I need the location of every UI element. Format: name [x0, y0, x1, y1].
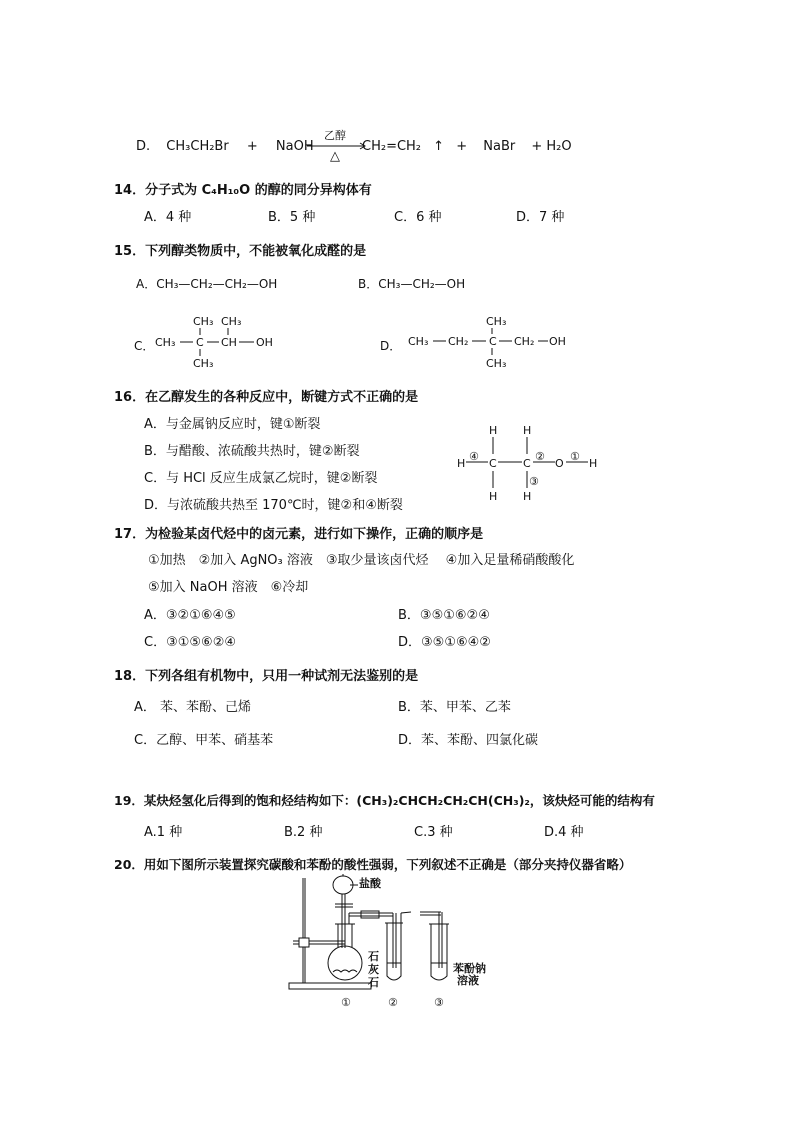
q13-condition-bottom: △ [330, 149, 340, 164]
ch3-top-2: CH₃ [221, 315, 242, 328]
gas-arrow-icon: ↑ [433, 139, 445, 154]
h-right: H [589, 457, 598, 470]
q15-option-c-structure [155, 312, 295, 372]
q16-stem: 16．在乙醇发生的各种反应中，断键方式不正确的是 [114, 390, 419, 405]
q13-option-d [136, 139, 314, 155]
phenoxide-label-2: 溶液 [457, 974, 479, 987]
q14-stem: 14．分子式为 C₄H₁₀O 的醇的同分异构体有 [114, 183, 372, 198]
apparatus-2-label: ② [388, 996, 398, 1009]
c2: C [523, 457, 531, 470]
q20-stem: 20．用如下图所示装置探究碳酸和苯酚的酸性强弱，下列叙述不正确是（部分夹持仪器省略） [114, 857, 632, 872]
q17-option-b: B．③⑤①⑥②④ [398, 608, 490, 623]
h-top-2: H [523, 424, 532, 437]
q15-option-a: A．CH₃—CH₂—CH₂—OH [136, 277, 278, 291]
q18-option-b: B．苯、甲苯、乙苯 [398, 700, 511, 715]
q17-steps-line-1: ①加热 ②加入 AgNO₃ 溶液 ③取少量该卤代烃 ④加入足量稀硝酸酸化 [148, 553, 575, 568]
reaction-arrow-icon [307, 144, 367, 148]
q15-option-b: B．CH₃—CH₂—OH [358, 277, 466, 291]
q16-option-d: D．与浓硫酸共热至 170℃时，键②和④断裂 [144, 498, 403, 513]
bond-4-label: ④ [469, 450, 479, 463]
q19-option-b: B.2 种 [284, 825, 323, 840]
bond-1-label: ① [570, 450, 580, 463]
q13-product-2: NaBr [483, 139, 516, 154]
q13-reactant-1: CH₃CH₂Br [166, 139, 229, 154]
phenoxide-label-1: 苯酚钠 [453, 962, 486, 975]
q13-product-3: + H₂O [531, 139, 572, 154]
q19-stem: 19．某炔烃氢化后得到的饱和烃结构如下：(CH₃)₂CHCH₂CH₂CH(CH₃)₂，该炔烃可能的结构有 [114, 793, 655, 808]
q17-option-d: D．③⑤①⑥④② [398, 635, 491, 650]
q14-option-a: A．4 种 [144, 210, 192, 225]
q18-option-a: A． 苯、苯酚、己烯 [134, 700, 252, 715]
q15-option-d-structure [408, 313, 588, 373]
q20-apparatus-diagram [275, 868, 515, 1013]
q18-option-d: D．苯、苯酚、四氯化碳 [398, 733, 539, 748]
limestone-label-1: 石 [368, 950, 379, 963]
ch-group: CH [221, 336, 237, 349]
q13-products [362, 139, 572, 155]
o-atom: O [555, 457, 564, 470]
ch3-top: CH₃ [486, 315, 507, 328]
q14-option-c: C．6 种 [394, 210, 442, 225]
apparatus-1-label: ① [341, 996, 351, 1009]
q19-option-d: D.4 种 [544, 825, 584, 840]
q15-stem: 15．下列醇类物质中，不能被氧化成醛的是 [114, 244, 367, 259]
c1: C [489, 457, 497, 470]
q17-steps-line-2: ⑤加入 NaOH 溶液 ⑥冷却 [148, 580, 309, 595]
ch3-bottom: CH₃ [486, 357, 507, 370]
h-left: H [457, 457, 466, 470]
q18-stem: 18．下列各组有机物中，只用一种试剂无法鉴别的是 [114, 669, 419, 684]
q16-option-a: A．与金属钠反应时，键①断裂 [144, 417, 321, 432]
q15-option-c-letter: C． [134, 339, 155, 353]
q15-option-d-letter: D． [380, 339, 402, 353]
q13-plus: + [246, 139, 258, 154]
c-center: C [489, 335, 497, 348]
bond-3-label: ③ [529, 475, 539, 488]
ch3-left: CH₃ [155, 336, 176, 349]
oh-group: OH [549, 335, 566, 348]
ch3-bottom: CH₃ [193, 357, 214, 370]
q14-option-d: D．7 种 [516, 210, 565, 225]
ch3-top-1: CH₃ [193, 315, 214, 328]
q13-product-1: CH₂=CH₂ [362, 139, 422, 154]
q13-reactant-2: NaOH [275, 139, 314, 154]
ch2-right: CH₂ [514, 335, 535, 348]
q13-plus-2: + [456, 139, 468, 154]
q17-stem: 17．为检验某卤代烃中的卤元素，进行如下操作，正确的顺序是 [114, 527, 484, 542]
q17-option-a: A．③②①⑥④⑤ [144, 608, 236, 623]
q19-option-a: A.1 种 [144, 825, 183, 840]
ch3: CH₃ [408, 335, 429, 348]
h-bottom-1: H [489, 490, 498, 503]
ethanol-bond-structure [455, 420, 605, 505]
limestone-label-2: 灰 [368, 963, 379, 976]
q16-option-c: C．与 HCl 反应生成氯乙烷时，键②断裂 [144, 471, 378, 486]
q18-option-c: C．乙醇、甲苯、硝基苯 [134, 733, 274, 748]
c-center: C [196, 336, 204, 349]
bond-2-label: ② [535, 450, 545, 463]
h-bottom-2: H [523, 490, 532, 503]
limestone-label-3: 石 [368, 976, 379, 989]
q13-condition-top: 乙醇 [324, 129, 346, 142]
oh-group: OH [256, 336, 273, 349]
ch2: CH₂ [448, 335, 469, 348]
q13-option-d-letter: D. [136, 139, 151, 154]
q17-option-c: C．③①⑤⑥②④ [144, 635, 237, 650]
h-top-1: H [489, 424, 498, 437]
q19-option-c: C.3 种 [414, 825, 453, 840]
q16-option-b: B．与醋酸、浓硫酸共热时，键②断裂 [144, 444, 360, 459]
apparatus-3-label: ③ [434, 996, 444, 1009]
acid-label: 盐酸 [359, 877, 381, 890]
q14-option-b: B．5 种 [268, 210, 316, 225]
